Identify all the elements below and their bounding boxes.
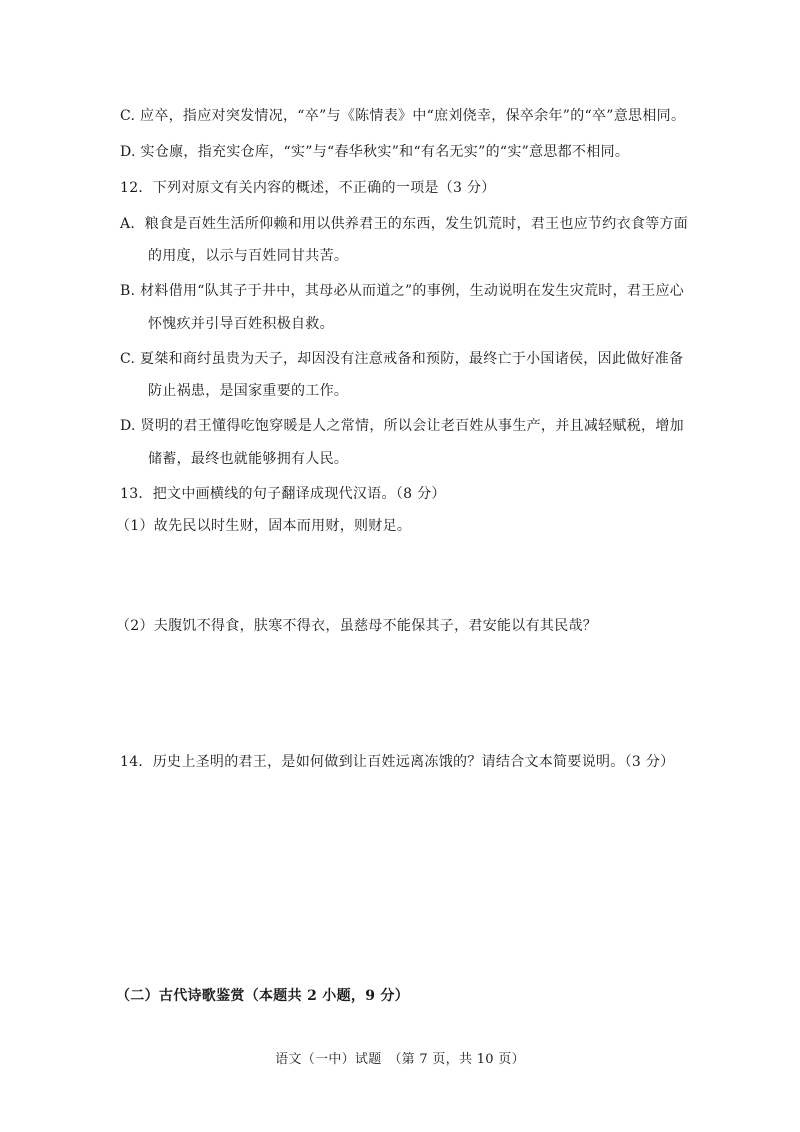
- option-a-12-line2: 的用度，以示与百姓同甘共苦。: [148, 248, 349, 264]
- option-b-12-line1: B. 材料借用“队其子于井中，其母必从而道之”的事例，生动说明在发生灾荒时，君王应心: [120, 283, 685, 299]
- question-13-2: （2）夫腹饥不得食，肤寒不得衣，虽慈母不能保其子，君安能以有其民哉？: [116, 618, 598, 634]
- option-d-12-line2: 储蓄，最终也就能够拥有人民。: [148, 451, 349, 467]
- option-c-12-line2: 防止祸患，是国家重要的工作。: [148, 383, 349, 399]
- option-c-12-line1: C. 夏桀和商纣虽贵为天子，却因没有注意戒备和预防，最终亡于小国诸侯，因此做好准备: [120, 351, 684, 367]
- page-footer: 语文（一中）试题 （第 7 页，共 10 页）: [275, 1052, 525, 1067]
- section-heading: （二）古代诗歌鉴赏（本题共 2 小题，9 分）: [116, 988, 410, 1004]
- option-d-12-line1: D. 贤明的君王懂得吃饱穿暖是人之常情，所以会让老百姓从事生产，并且减轻赋税，增加: [120, 418, 684, 434]
- option-c-11: C. 应卒，指应对突发情况，“卒”与《陈情表》中“庶刘侥幸，保卒余年”的“卒”意思相同。: [120, 108, 686, 124]
- option-a-12-line1: A．粮食是百姓生活所仰赖和用以供养君王的东西，发生饥荒时，君王也应节约衣食等方面: [120, 216, 689, 232]
- question-12: 12．下列对原文有关内容的概述，不正确的一项是（3 分）: [120, 180, 496, 196]
- option-b-12-line2: 怀愧疚并引导百姓积极自救。: [148, 316, 334, 332]
- question-13: 13．把文中画横线的句子翻译成现代汉语。（8 分）: [120, 486, 446, 502]
- question-13-1: （1）故先民以时生财，固本而用财，则财足。: [116, 518, 412, 534]
- option-d-11: D. 实仓廪，指充实仓库，“实”与“春华秋实”和“有名无实”的“实”意思都不相同。: [120, 144, 630, 160]
- question-14: 14．历史上圣明的君王，是如何做到让百姓远离冻饿的？请结合文本简要说明。（3 分）: [120, 754, 675, 770]
